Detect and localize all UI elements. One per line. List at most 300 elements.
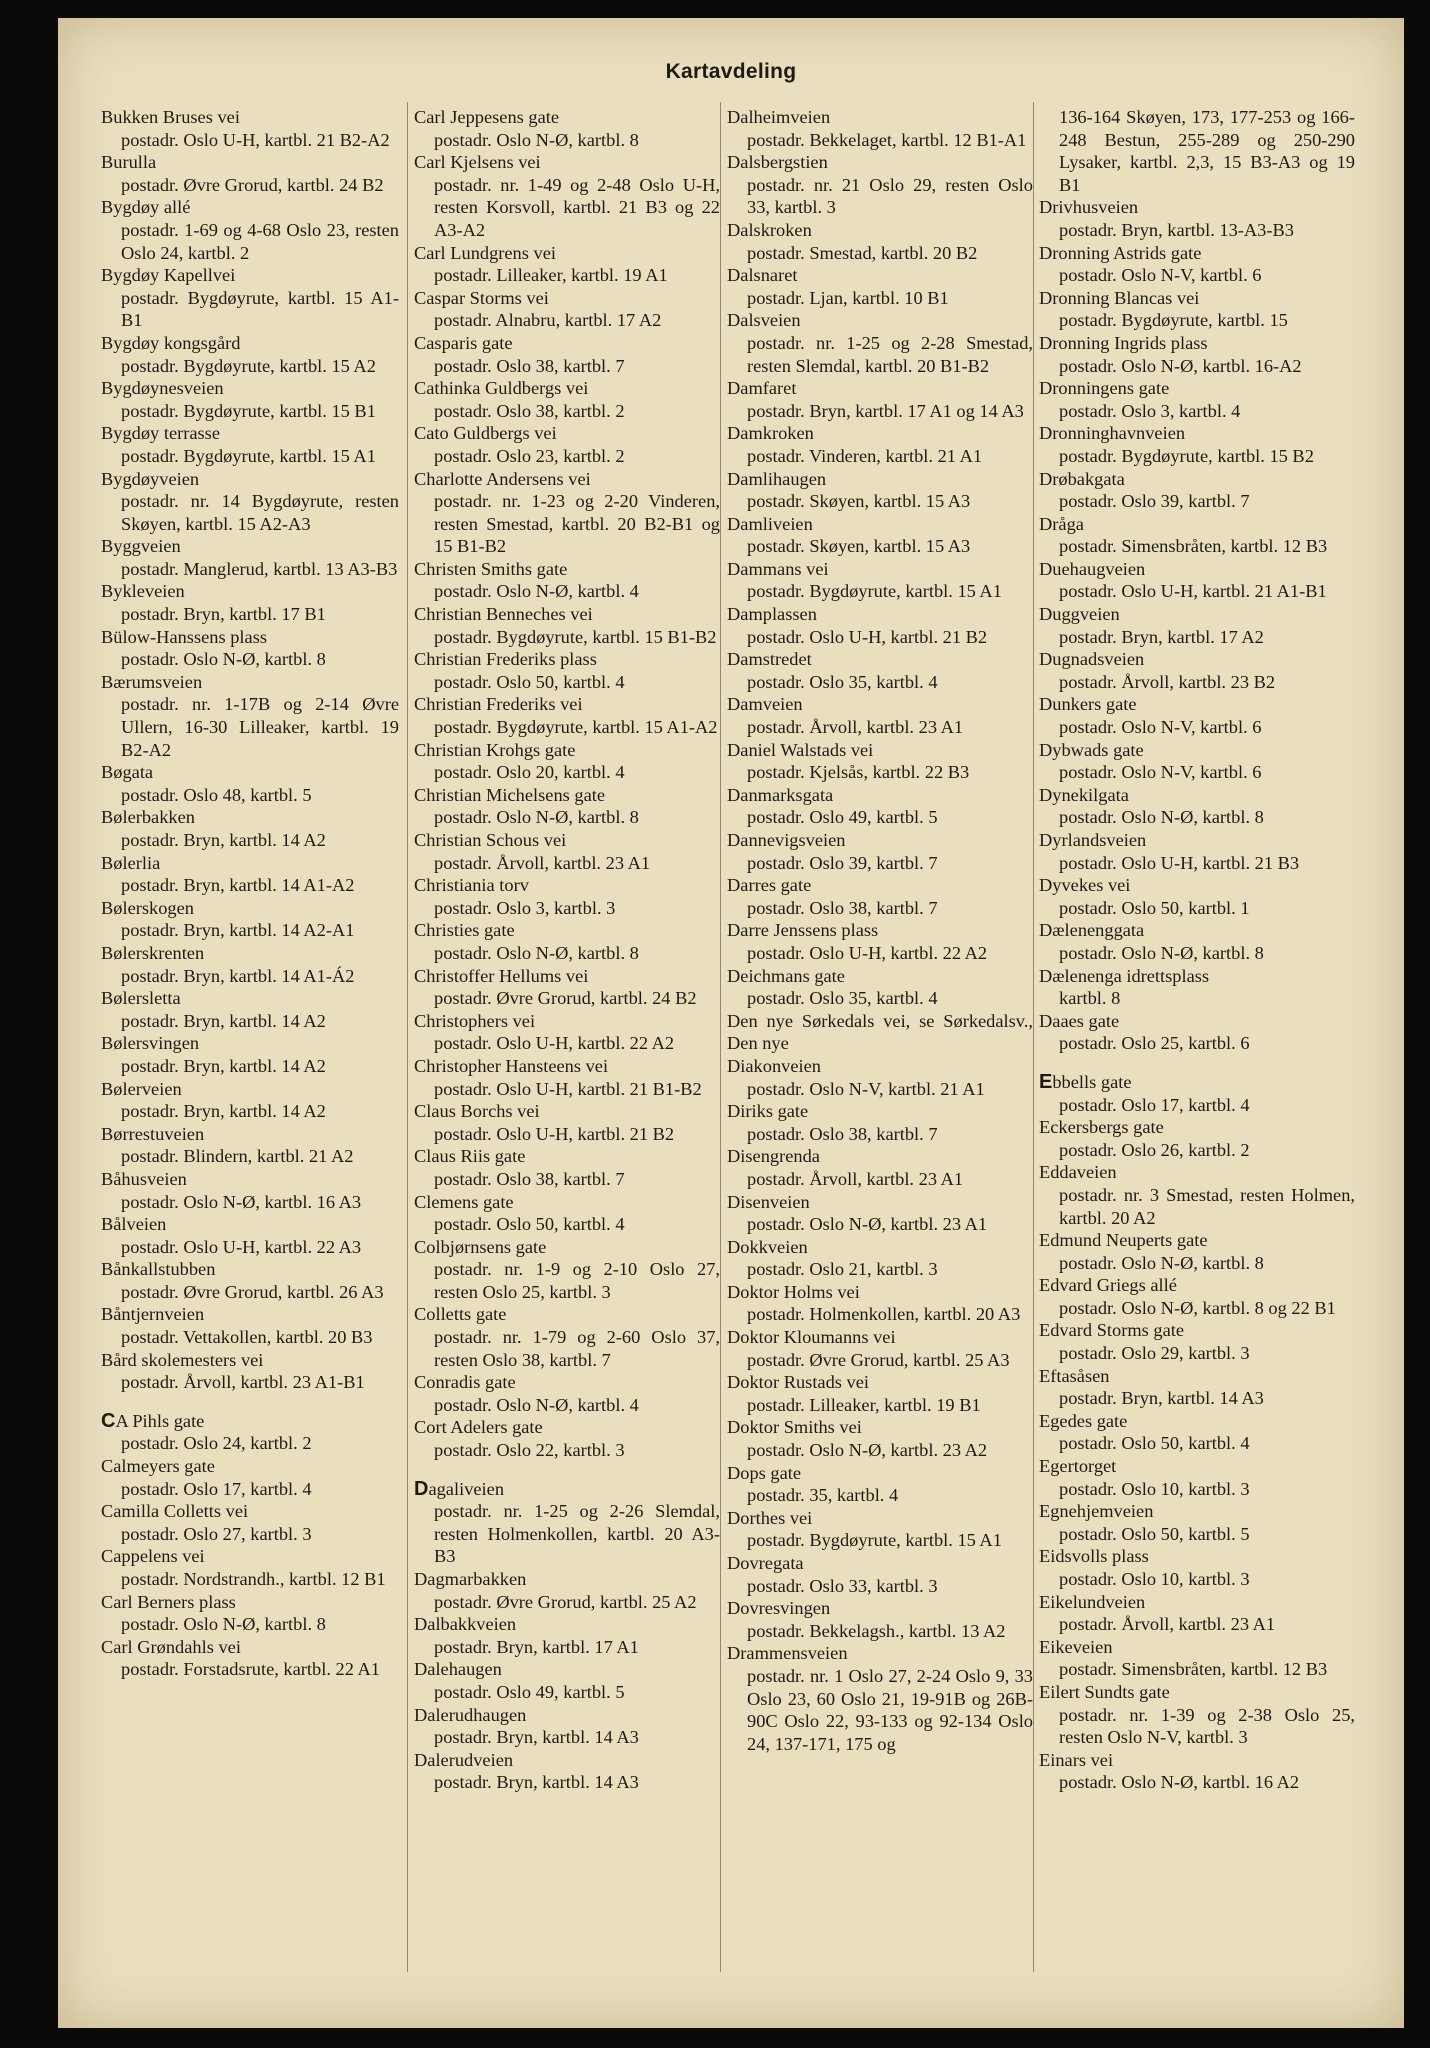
street-entry <box>1039 1749 1355 1794</box>
street-name <box>101 987 399 1010</box>
street-entry <box>727 829 1033 874</box>
street-entry <box>1039 287 1355 332</box>
street-details: postadr. Øvre Grorud, kartbl. 24 B2 <box>434 988 697 1009</box>
street-details: postadr. Oslo 22, kartbl. 3 <box>434 1440 625 1461</box>
street-entry <box>414 919 720 964</box>
street-details: postadr. Oslo 21, kartbl. 3 <box>747 1259 938 1280</box>
street-name-text: Egedes gate <box>1039 1410 1128 1431</box>
street-name-text: Bølersvingen <box>101 1033 200 1054</box>
street-name-text: Colbjørnsens gate <box>414 1236 547 1257</box>
street-name <box>101 106 399 129</box>
street-name <box>1039 603 1355 626</box>
section-initial: D <box>414 1477 429 1500</box>
street-entry <box>727 739 1033 784</box>
street-name <box>727 829 1033 852</box>
street-details: postadr. Oslo 23, kartbl. 2 <box>434 445 625 466</box>
street-entry <box>414 1658 720 1703</box>
street-name <box>414 1416 720 1439</box>
street-name-text: Dorthes vei <box>727 1507 813 1528</box>
street-details: postadr. Oslo U-H, kartbl. 21 B2 <box>434 1123 675 1144</box>
street-name <box>1039 648 1355 671</box>
street-name <box>727 1507 1033 1530</box>
street-entry <box>101 580 399 625</box>
street-name <box>1039 1455 1355 1478</box>
street-name <box>414 1010 720 1033</box>
street-name <box>727 1597 1033 1620</box>
street-entry <box>101 377 399 422</box>
street-details: postadr. Bryn, kartbl. 14 A1-A2 <box>121 875 355 896</box>
street-entry <box>727 1371 1033 1416</box>
street-name <box>101 897 399 920</box>
street-details: postadr. Bygdøyrute, kartbl. 15 B1 <box>121 400 376 421</box>
street-name-text: Camilla Colletts vei <box>101 1501 249 1522</box>
street-entry <box>101 151 399 196</box>
street-name-text: Dalheimveien <box>727 107 831 127</box>
street-details: postadr. Vettakollen, kartbl. 20 B3 <box>121 1327 373 1348</box>
street-name <box>101 332 399 355</box>
street-entry <box>1039 558 1355 603</box>
street-name-text: Eftasåsen <box>1039 1365 1110 1386</box>
street-entry <box>727 648 1033 693</box>
street-name-text: Eckersbergs gate <box>1039 1117 1164 1138</box>
street-name <box>101 1032 399 1055</box>
street-entry <box>101 264 399 332</box>
street-details: postadr. Oslo U-H, kartbl. 21 B2-A2 <box>121 129 390 150</box>
street-name <box>101 761 399 784</box>
street-entry <box>414 784 720 829</box>
street-name <box>414 1236 720 1259</box>
street-details: postadr. Oslo N-V, kartbl. 6 <box>1059 265 1262 286</box>
street-details: postadr. Oslo 20, kartbl. 4 <box>434 762 625 783</box>
street-name <box>727 422 1033 445</box>
street-details: postadr. nr. 1-17B og 2-14 Øvre Ullern, 16-30 Lilleaker, kartbl. 19 B2-A2 <box>121 694 399 760</box>
street-entry <box>414 1704 720 1749</box>
street-name <box>727 1416 1033 1439</box>
street-name-text: Daniel Walstads vei <box>727 739 874 760</box>
street-name-text: Eidsvolls plass <box>1039 1546 1149 1567</box>
street-details: postadr. Skøyen, kartbl. 15 A3 <box>747 491 971 512</box>
street-details: postadr. Oslo 50, kartbl. 4 <box>434 1214 625 1235</box>
street-details: postadr. Bygdøyrute, kartbl. 15 A2 <box>121 355 376 376</box>
street-entry <box>414 287 720 332</box>
street-name-text: Christian Benneches vei <box>414 604 593 625</box>
street-entry <box>727 219 1033 264</box>
street-name-text: Carl Jeppesens gate <box>414 107 560 127</box>
street-details: postadr. Årvoll, kartbl. 23 A1 <box>1059 1614 1276 1635</box>
street-entry <box>1039 829 1355 874</box>
street-entry <box>1039 1681 1355 1749</box>
street-entry <box>1039 1071 1355 1116</box>
street-name-text: Damplassen <box>727 604 817 625</box>
street-details: postadr. Ljan, kartbl. 10 B1 <box>747 287 949 308</box>
column-divider <box>720 102 721 1972</box>
street-details: postadr. Oslo U-H, kartbl. 21 A1-B1 <box>1059 581 1327 602</box>
street-name <box>1039 784 1355 807</box>
street-entry <box>414 739 720 784</box>
street-details: postadr. Bygdøyrute, kartbl. 15 A1 <box>747 1530 1002 1551</box>
street-name-text: Burulla <box>101 152 157 173</box>
street-name-text: Drivhusveien <box>1039 197 1139 218</box>
street-name <box>101 264 399 287</box>
street-name-text: Eikeveien <box>1039 1636 1113 1657</box>
street-details: postadr. Oslo N-Ø, kartbl. 23 A2 <box>747 1440 988 1461</box>
street-name-text: Casparis gate <box>414 332 513 353</box>
street-entry <box>101 1168 399 1213</box>
street-name-text: Carl Berners plass <box>101 1591 236 1612</box>
street-details: postadr. nr. 1-23 og 2-20 Vinderen, resten Smestad, kartbl. 20 B2-B1 og 15 B1-B2 <box>434 491 720 557</box>
street-details: postadr. Bryn, kartbl. 14 A2 <box>121 1010 326 1031</box>
street-details: postadr. Oslo 10, kartbl. 3 <box>1059 1569 1250 1589</box>
street-name-text: Eilert Sundts gate <box>1039 1681 1170 1702</box>
street-name-text: Darre Jenssens plass <box>727 920 879 941</box>
street-name-text: Dammans vei <box>727 558 829 579</box>
street-name <box>727 874 1033 897</box>
street-name-text: Bølerskrenten <box>101 942 205 963</box>
street-name <box>101 1349 399 1372</box>
street-name-text: Eddaveien <box>1039 1162 1117 1183</box>
street-entry <box>727 1236 1033 1281</box>
street-entry <box>727 1100 1033 1145</box>
street-name-text: Bygdøy Kapellvei <box>101 265 236 286</box>
street-entry <box>101 1500 399 1545</box>
street-entry <box>414 1478 720 1568</box>
street-details: postadr. Oslo 50, kartbl. 5 <box>1059 1523 1250 1544</box>
street-name <box>101 1168 399 1191</box>
street-details: postadr. nr. 14 Bygdøyrute, resten Skøyen, kartbl. 15 A2-A3 <box>121 491 399 534</box>
street-name-text: Carl Grøndahls vei <box>101 1636 241 1657</box>
street-entry <box>727 1191 1033 1236</box>
street-name <box>727 468 1033 491</box>
street-entry <box>727 919 1033 964</box>
street-entry <box>414 332 720 377</box>
street-details: postadr. Oslo 35, kartbl. 4 <box>747 988 938 1009</box>
street-details: postadr. Forstadsrute, kartbl. 22 A1 <box>121 1659 380 1680</box>
street-name-text: Dalbakkveien <box>414 1614 517 1635</box>
directory-page <box>58 18 1404 2028</box>
street-entry <box>101 422 399 467</box>
street-name <box>414 558 720 581</box>
street-entry <box>727 874 1033 919</box>
street-entry <box>101 942 399 987</box>
street-entry <box>414 558 720 603</box>
street-name-text: Cato Guldbergs vei <box>414 423 557 444</box>
street-entry <box>414 1010 720 1055</box>
street-details: postadr. Bryn, kartbl. 14 A3 <box>434 1727 639 1748</box>
street-entry <box>414 1303 720 1371</box>
street-details: postadr. nr. 1-25 og 2-28 Smestad, resten Slemdal, kartbl. 20 B1-B2 <box>747 332 1033 376</box>
street-details: postadr. Oslo N-V, kartbl. 6 <box>1059 762 1262 783</box>
street-name <box>414 1145 720 1168</box>
street-entry <box>414 648 720 693</box>
street-name-text: Dalerudveien <box>414 1749 514 1770</box>
street-name-text: Bård skolemesters vei <box>101 1349 264 1370</box>
street-entry <box>1039 1319 1355 1364</box>
street-entry <box>727 377 1033 422</box>
street-name-text: Egnehjemveien <box>1039 1501 1154 1522</box>
street-entry <box>727 1507 1033 1552</box>
street-details: postadr. Vinderen, kartbl. 21 A1 <box>747 445 983 466</box>
street-details: postadr. Årvoll, kartbl. 23 A1 <box>747 717 964 738</box>
street-details: postadr. 35, kartbl. 4 <box>747 1485 899 1506</box>
street-details: postadr. Øvre Grorud, kartbl. 25 A3 <box>747 1349 1010 1370</box>
street-name-text: Dyrlandsveien <box>1039 830 1147 850</box>
street-details: postadr. Årvoll, kartbl. 23 A1-B1 <box>121 1372 365 1393</box>
street-name-text: Bålveien <box>101 1214 167 1235</box>
street-name <box>101 1078 399 1101</box>
street-name <box>414 106 720 129</box>
street-details: postadr. Alnabru, kartbl. 17 A2 <box>434 310 662 331</box>
street-name <box>101 1410 399 1433</box>
street-name <box>727 1281 1033 1304</box>
street-name <box>1039 422 1355 445</box>
street-details: postadr. Oslo 27, kartbl. 3 <box>121 1523 312 1544</box>
street-name <box>727 1326 1033 1349</box>
street-name <box>101 580 399 603</box>
street-details: postadr. Oslo 49, kartbl. 5 <box>434 1681 625 1702</box>
column-divider <box>1033 102 1034 1972</box>
street-name-text: Damfaret <box>727 378 797 399</box>
street-entry <box>101 987 399 1032</box>
street-name-text: Edvard Storms gate <box>1039 1320 1185 1341</box>
street-details: postadr. Lilleaker, kartbl. 19 B1 <box>747 1394 981 1415</box>
street-name <box>727 1055 1033 1078</box>
street-name-text: Bykleveien <box>101 581 185 602</box>
street-name <box>727 1371 1033 1394</box>
street-details: postadr. Oslo 50, kartbl. 4 <box>1059 1433 1250 1454</box>
street-entry <box>414 242 720 287</box>
street-name-text: Dalerudhaugen <box>414 1704 527 1725</box>
street-details: postadr. Oslo N-Ø, kartbl. 8 <box>1059 1252 1264 1273</box>
street-entry <box>1039 1365 1355 1410</box>
street-name-text: Bygdøy allé <box>101 197 191 218</box>
street-name-text: Christian Michelsens gate <box>414 784 606 805</box>
street-details: postadr. Simensbråten, kartbl. 12 B3 <box>1059 1659 1328 1680</box>
street-entry <box>727 965 1033 1010</box>
street-entry <box>727 1055 1033 1100</box>
street-name <box>727 1642 1033 1665</box>
street-name <box>1039 332 1355 355</box>
street-details: postadr. Oslo N-Ø, kartbl. 8 og 22 B1 <box>1059 1297 1336 1318</box>
street-details: postadr. Smestad, kartbl. 20 B2 <box>747 242 978 263</box>
street-details: postadr. Oslo U-H, kartbl. 22 A3 <box>121 1236 362 1257</box>
street-name-text: Clemens gate <box>414 1191 514 1212</box>
street-entry <box>1039 1010 1355 1055</box>
street-details: postadr. Bygdøyrute, kartbl. 15 A1-B1 <box>121 287 399 331</box>
street-entry <box>414 377 720 422</box>
street-name-text: Damstredet <box>727 649 812 670</box>
street-name <box>414 151 720 174</box>
street-name-text: Drammensveien <box>727 1643 848 1664</box>
street-name <box>414 829 720 852</box>
street-name <box>1039 196 1355 219</box>
street-details: postadr. Bryn, kartbl. 14 A1-Á2 <box>121 965 355 986</box>
street-name <box>414 693 720 716</box>
street-name-text: Bygdøynesveien <box>101 378 224 399</box>
street-name-text: Damveien <box>727 694 803 715</box>
street-name-text: Christophers vei <box>414 1010 536 1031</box>
street-entry <box>1039 1455 1355 1500</box>
street-entry <box>101 1303 399 1348</box>
street-name-text: Bygdøyveien <box>101 468 200 489</box>
street-details: postadr. Bygdøyrute, kartbl. 15 A1 <box>747 581 1002 602</box>
street-name <box>414 648 720 671</box>
street-name-text: Den nye Sørkedals vei, se Sørkedalsv., Den nye <box>727 1010 1033 1054</box>
street-name-text: Duehaugveien <box>1039 558 1146 579</box>
street-entry <box>414 603 720 648</box>
street-entry <box>101 1410 399 1455</box>
street-details: postadr. Oslo N-Ø, kartbl. 16 A2 <box>1059 1772 1300 1793</box>
street-name-text: Colletts gate <box>414 1304 507 1325</box>
street-name <box>1039 242 1355 265</box>
street-entry <box>101 468 399 536</box>
street-name-text: Dalsveien <box>727 310 801 331</box>
street-name <box>414 784 720 807</box>
street-name <box>1039 513 1355 536</box>
street-name-text: Doktor Rustads vei <box>727 1372 870 1393</box>
street-name <box>727 1145 1033 1168</box>
street-name <box>414 242 720 265</box>
street-name <box>414 874 720 897</box>
street-entry <box>414 1568 720 1613</box>
street-details: postadr. nr. 3 Smestad, resten Holmen, kartbl. 20 A2 <box>1059 1184 1355 1228</box>
street-entry <box>414 106 720 151</box>
section-initial: C <box>101 1409 116 1432</box>
street-details: postadr. Oslo 38, kartbl. 7 <box>747 897 938 918</box>
street-name-text: Dronning Astrids gate <box>1039 242 1202 263</box>
street-details: postadr. Oslo 38, kartbl. 7 <box>434 355 625 376</box>
street-entry <box>414 874 720 919</box>
street-name <box>414 1478 720 1501</box>
street-name <box>101 1303 399 1326</box>
street-name <box>1039 1116 1355 1139</box>
street-name <box>101 1636 399 1659</box>
street-entry <box>414 965 720 1010</box>
street-entry <box>727 106 1033 151</box>
street-name-text: Dunkers gate <box>1039 694 1137 715</box>
street-name-text: agaliveien <box>428 1478 505 1499</box>
street-entry <box>1039 196 1355 241</box>
street-details: postadr. Oslo 38, kartbl. 2 <box>434 400 625 421</box>
street-entry <box>414 1145 720 1190</box>
street-name-text: Claus Riis gate <box>414 1146 526 1167</box>
street-entry <box>727 693 1033 738</box>
street-name <box>1039 1681 1355 1704</box>
street-details: postadr. Oslo N-Ø, kartbl. 8 <box>1059 942 1264 963</box>
street-name <box>1039 1365 1355 1388</box>
street-entry <box>1039 1229 1355 1274</box>
street-entry <box>1039 648 1355 693</box>
street-name <box>727 965 1033 988</box>
street-entry <box>414 1236 720 1304</box>
street-name-text: Carl Kjelsens vei <box>414 152 541 173</box>
street-name-text: Dugnadsveien <box>1039 649 1145 670</box>
street-details: postadr. Oslo 50, kartbl. 4 <box>434 671 625 692</box>
street-name <box>414 1704 720 1727</box>
street-name <box>727 648 1033 671</box>
street-details: postadr. Bekkelagsh., kartbl. 13 A2 <box>747 1620 1006 1641</box>
street-entry <box>1039 919 1355 964</box>
street-name-text: Dokkveien <box>727 1236 808 1257</box>
street-name-text: Christian Schous vei <box>414 830 567 850</box>
street-name-text: Danmarksgata <box>727 784 834 805</box>
street-details: postadr. Oslo 33, kartbl. 3 <box>747 1575 938 1596</box>
street-entry <box>1039 242 1355 287</box>
street-name-text: Darres gate <box>727 875 812 896</box>
street-name-text: Caspar Storms vei <box>414 287 549 308</box>
column-4 <box>1039 106 1355 1794</box>
street-entry <box>727 1462 1033 1507</box>
street-details: postadr. Oslo N-Ø, kartbl. 8 <box>434 942 639 963</box>
street-name-text: Einars vei <box>1039 1749 1114 1770</box>
street-details: postadr. Oslo N-Ø, kartbl. 8 <box>121 1614 326 1635</box>
street-name <box>414 1055 720 1078</box>
street-name <box>101 626 399 649</box>
street-name <box>1039 1545 1355 1568</box>
street-name-text: Dronninghavnveien <box>1039 423 1186 444</box>
street-name <box>1039 1500 1355 1523</box>
street-details: postadr. Blindern, kartbl. 21 A2 <box>121 1146 354 1167</box>
street-name <box>1039 1161 1355 1184</box>
street-details: postadr. nr. 1-9 og 2-10 Oslo 27, resten Oslo 25, kartbl. 3 <box>434 1259 720 1302</box>
street-details: postadr. Oslo 50, kartbl. 1 <box>1059 897 1250 918</box>
street-entry <box>727 151 1033 219</box>
street-name-text: Doktor Kloumanns vei <box>727 1327 896 1348</box>
street-name-text: Claus Borchs vei <box>414 1101 540 1122</box>
street-name-text: Eikelundveien <box>1039 1591 1146 1612</box>
street-name <box>414 739 720 762</box>
street-entry <box>1039 1545 1355 1590</box>
street-details: postadr. 1-69 og 4-68 Oslo 23, resten Oslo 24, kartbl. 2 <box>121 219 399 263</box>
street-name-text: Diakonveien <box>727 1055 821 1076</box>
street-name <box>414 1303 720 1326</box>
street-details: postadr. Bygdøyrute, kartbl. 15 <box>1059 310 1288 331</box>
street-name-text: Christiania torv <box>414 875 529 896</box>
street-entry <box>1039 874 1355 919</box>
street-name <box>101 422 399 445</box>
street-entry <box>1039 1591 1355 1636</box>
street-name-text: Dalskroken <box>727 219 812 240</box>
street-details: postadr. Oslo 3, kartbl. 3 <box>434 897 616 918</box>
street-name-text: Dronning Ingrids plass <box>1039 332 1208 353</box>
street-entry <box>101 1349 399 1394</box>
street-details: postadr. Oslo N-Ø, kartbl. 23 A1 <box>747 1214 988 1235</box>
street-name-text: bbells gate <box>1052 1071 1132 1092</box>
street-name <box>101 196 399 219</box>
street-details: postadr. Oslo 10, kartbl. 3 <box>1059 1478 1250 1499</box>
street-entry <box>1039 1636 1355 1681</box>
street-entry <box>1039 106 1355 196</box>
street-entry <box>1039 965 1355 1010</box>
street-name-text: Dagmarbakken <box>414 1569 527 1589</box>
street-entry <box>101 332 399 377</box>
street-name <box>1039 1319 1355 1342</box>
street-name-text: A Pihls gate <box>115 1410 205 1431</box>
street-name-text: Dalsbergstien <box>727 152 828 173</box>
street-details: postadr. Skøyen, kartbl. 15 A3 <box>747 536 971 557</box>
street-name <box>727 1191 1033 1214</box>
street-entry <box>727 1326 1033 1371</box>
street-details: postadr. Oslo N-V, kartbl. 6 <box>1059 717 1262 738</box>
street-entry <box>414 1371 720 1416</box>
street-name-text: Bærumsveien <box>101 671 203 692</box>
street-entry <box>1039 1161 1355 1229</box>
street-name-text: Dælenenga idrettsplass <box>1039 965 1210 986</box>
street-entry <box>727 1552 1033 1597</box>
street-details: postadr. Bryn, kartbl. 14 A2 <box>121 1101 326 1122</box>
street-name-text: Edmund Neuperts gate <box>1039 1230 1208 1251</box>
street-entry <box>101 1591 399 1636</box>
street-name-text: Edvard Griegs allé <box>1039 1275 1177 1296</box>
